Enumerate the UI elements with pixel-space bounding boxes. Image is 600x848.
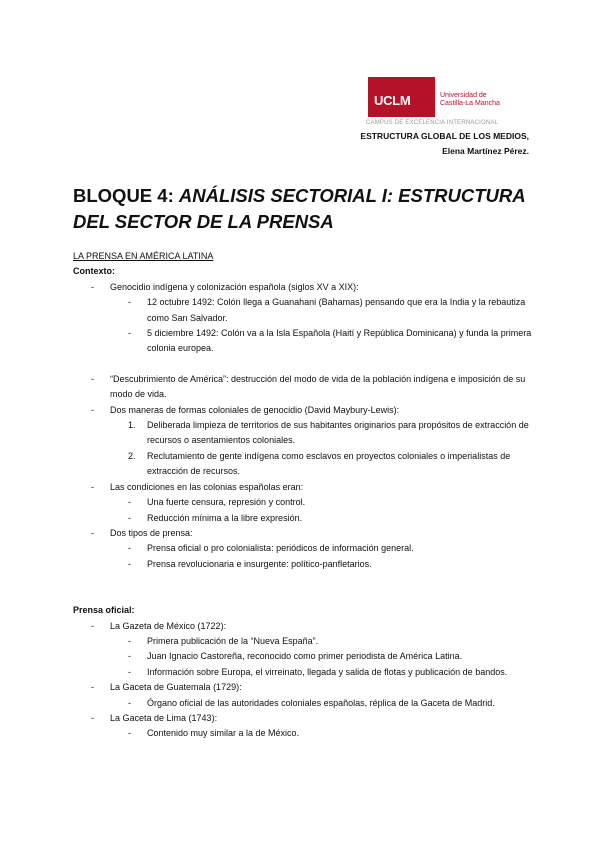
sub-list-item: - Primera publicación de la “Nueva España”. xyxy=(128,635,319,646)
sub-list-item: - Una fuerte censura, represión y control. xyxy=(128,497,306,508)
sub-list-item: - Prensa revolucionaria e insurgente: político-panfletarios. xyxy=(128,558,372,569)
course-title: ESTRUCTURA GLOBAL DE LOS MEDIOS, xyxy=(360,131,529,141)
context-label: Contexto: xyxy=(73,266,115,277)
sub-list-item: - Prensa oficial o pro colonialista: periódicos de información general. xyxy=(128,543,414,554)
numbered-item: 2. Reclutamiento de gente indígena como esclavos en proyectos coloniales o imperialistas de extracción de recursos. xyxy=(128,450,511,477)
sub-list-item: - Reducción mínima a la libre expresión. xyxy=(128,512,303,523)
course-header xyxy=(360,129,529,159)
list-item: - Las condiciones en las colonias españolas eran: xyxy=(91,481,304,492)
sub-list-item: - 12 octubre 1492: Colón llega a Guanahani (Bahamas) pensando que era la India y la rebautiza como San Salvador. xyxy=(128,297,526,323)
section-heading: LA PRENSA EN AMÉRICA LATINA xyxy=(73,251,214,261)
block-title-prefix: BLOQUE 4: xyxy=(73,185,179,206)
sub-list-item: - Información sobre Europa, el virreinato, llegada y salida de flotas y publicación de bandos. xyxy=(128,666,508,677)
uclm-logo xyxy=(368,77,435,117)
list-item: - La Gaceta de Guatemala (1729): xyxy=(91,682,242,693)
list-item: - La Gazeta de México (1722): xyxy=(91,620,227,631)
list-item: - Dos tipos de prensa: xyxy=(91,527,193,538)
sub-list-item: - Contenido muy similar a la de México. xyxy=(128,728,300,739)
uclm-logo-text: UCLM xyxy=(374,93,411,108)
numbered-item: 1. Deliberada limpieza de territorios de sus habitantes originarios para propósitos de extracción de recursos o asentamientos coloniales. xyxy=(128,420,529,446)
block-title xyxy=(73,183,543,235)
sub-list-item: - Juan Ignacio Castoreña, reconocido como primer periodista de América Latina. xyxy=(128,651,463,662)
list-item: - Genocidio indígena y colonización española (siglos XV a XIX): xyxy=(91,281,359,292)
document-body xyxy=(73,249,533,742)
campus-tagline: CAMPUS DE EXCELENCIA INTERNACIONAL xyxy=(366,120,499,126)
list-item: - La Gaceta de Lima (1743): xyxy=(91,712,218,723)
author-name: Elena Martínez Pérez. xyxy=(442,146,529,156)
sub-list-item: - Órgano oficial de las autoridades coloniales españolas, réplica de la Gaceta de Madrid. xyxy=(128,697,495,708)
list-item: - Dos maneras de formas coloniales de genocidio (David Maybury-Lewis): xyxy=(91,404,400,415)
block-title-italic: ANÁLISIS SECTORIAL I: ESTRUCTURA DEL SECTOR DE LA PRENSA xyxy=(73,185,525,232)
sub-list-item: - 5 diciembre 1492: Colón va a la Isla Española (Haití y República Dominicana) y funda la primera colonia europea. xyxy=(128,328,532,354)
official-press-label: Prensa oficial: xyxy=(73,605,135,616)
university-name: Universidad de Castilla-La Mancha xyxy=(440,92,500,107)
list-item: - “Descubrimiento de América”: destrucción del modo de vida de la población indígena e imposición de su modo de vida. xyxy=(91,373,526,400)
